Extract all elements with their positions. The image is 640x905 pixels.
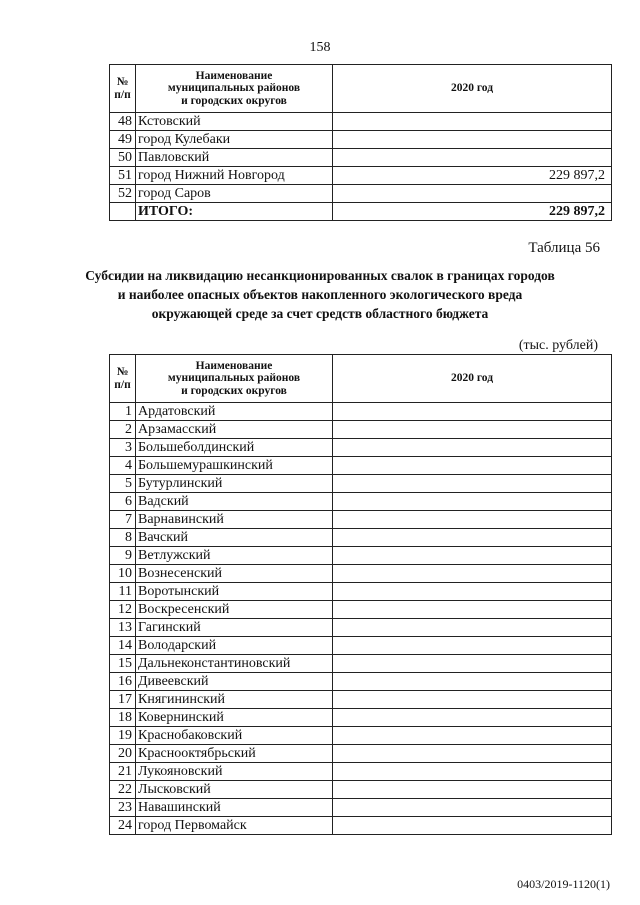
row-number: 49 (110, 131, 136, 149)
row-name: Бутурлинский (136, 475, 333, 493)
row-name: Кстовский (136, 113, 333, 131)
row-number: 19 (110, 727, 136, 745)
table-title: Субсидии на ликвидацию несанкционированных свалок в границах городов и наиболее опасных объектов накопленного экологического вреда окружающей среде за счет средств областного бюджета (85, 268, 555, 321)
row-number: 17 (110, 691, 136, 709)
row-number: 18 (110, 709, 136, 727)
row-name: Варнавинский (136, 511, 333, 529)
row-number: 22 (110, 781, 136, 799)
row-value (333, 421, 612, 439)
table-row (110, 113, 612, 131)
table-row (110, 439, 612, 457)
table-row (110, 547, 612, 565)
row-name: Вознесенский (136, 565, 333, 583)
row-value (333, 691, 612, 709)
table-row (110, 457, 612, 475)
table-row (110, 167, 612, 185)
row-value (333, 457, 612, 475)
table-row (110, 727, 612, 745)
row-name: Дивеевский (136, 673, 333, 691)
row-number: 5 (110, 475, 136, 493)
header-num: № п/п (110, 355, 136, 403)
row-value (333, 149, 612, 167)
row-value (333, 655, 612, 673)
table-header-row (110, 355, 612, 403)
table-1 (109, 64, 612, 221)
row-value (333, 781, 612, 799)
table-row (110, 799, 612, 817)
table-row (110, 763, 612, 781)
row-number: 23 (110, 799, 136, 817)
table-row (110, 637, 612, 655)
row-name: Навашинский (136, 799, 333, 817)
row-name: Вачский (136, 529, 333, 547)
document-code: 0403/2019-1120(1) (517, 877, 610, 891)
row-name: Лысковский (136, 781, 333, 799)
row-value (333, 583, 612, 601)
row-name: Ардатовский (136, 403, 333, 421)
row-name: Краснооктябрьский (136, 745, 333, 763)
row-name: Воскресенский (136, 601, 333, 619)
row-name: Павловский (136, 149, 333, 167)
row-value (333, 745, 612, 763)
table-row (110, 493, 612, 511)
header-year: 2020 год (333, 65, 612, 113)
table-row (110, 817, 612, 835)
row-number: 24 (110, 817, 136, 835)
row-value (333, 439, 612, 457)
row-value (333, 727, 612, 745)
table-row (110, 655, 612, 673)
row-number: 51 (110, 167, 136, 185)
row-value (333, 475, 612, 493)
row-number: 21 (110, 763, 136, 781)
header-name: Наименование муниципальных районов и городских округов (136, 65, 333, 113)
row-name: Ветлужский (136, 547, 333, 565)
row-number: 8 (110, 529, 136, 547)
row-value: 229 897,2 (333, 167, 612, 185)
page-number: 158 (309, 40, 331, 55)
row-value (333, 113, 612, 131)
row-name: Большемурашкинский (136, 457, 333, 475)
table-header-row (110, 65, 612, 113)
row-value (333, 493, 612, 511)
table-caption: Таблица 56 (528, 240, 600, 256)
row-value (333, 131, 612, 149)
row-value (333, 601, 612, 619)
row-value (333, 673, 612, 691)
table-row (110, 745, 612, 763)
row-number: 10 (110, 565, 136, 583)
row-value (333, 547, 612, 565)
total-num-cell (110, 203, 136, 221)
header-num: № п/п (110, 65, 136, 113)
table-row (110, 149, 612, 167)
row-number: 13 (110, 619, 136, 637)
row-name: Дальнеконстантиновский (136, 655, 333, 673)
table-row (110, 421, 612, 439)
header-name: Наименование муниципальных районов и городских округов (136, 355, 333, 403)
row-value (333, 565, 612, 583)
total-row (110, 203, 612, 221)
table-row (110, 583, 612, 601)
row-number: 7 (110, 511, 136, 529)
row-value (333, 403, 612, 421)
row-name: Лукояновский (136, 763, 333, 781)
total-value: 229 897,2 (333, 203, 612, 221)
row-value (333, 637, 612, 655)
row-value (333, 185, 612, 203)
table-row (110, 403, 612, 421)
row-number: 12 (110, 601, 136, 619)
row-name: Краснобаковский (136, 727, 333, 745)
row-value (333, 709, 612, 727)
table-row (110, 565, 612, 583)
row-number: 1 (110, 403, 136, 421)
row-number: 3 (110, 439, 136, 457)
header-year: 2020 год (333, 355, 612, 403)
row-name: Гагинский (136, 619, 333, 637)
row-number: 20 (110, 745, 136, 763)
row-number: 4 (110, 457, 136, 475)
row-value (333, 529, 612, 547)
table-row (110, 709, 612, 727)
table-row (110, 691, 612, 709)
row-name: город Первомайск (136, 817, 333, 835)
row-number: 9 (110, 547, 136, 565)
row-number: 6 (110, 493, 136, 511)
row-name: Ковернинский (136, 709, 333, 727)
row-number: 15 (110, 655, 136, 673)
table-2 (109, 354, 612, 835)
row-number: 16 (110, 673, 136, 691)
row-name: Большеболдинский (136, 439, 333, 457)
row-number: 48 (110, 113, 136, 131)
row-name: Княгининский (136, 691, 333, 709)
row-number: 52 (110, 185, 136, 203)
row-value (333, 763, 612, 781)
row-number: 11 (110, 583, 136, 601)
table-row (110, 619, 612, 637)
units-label: (тыс. рублей) (518, 338, 598, 353)
row-value (333, 799, 612, 817)
row-value (333, 619, 612, 637)
row-name: город Саров (136, 185, 333, 203)
table-row (110, 475, 612, 493)
row-number: 14 (110, 637, 136, 655)
table-row (110, 673, 612, 691)
table-row (110, 511, 612, 529)
row-number: 50 (110, 149, 136, 167)
table-row (110, 185, 612, 203)
row-name: город Кулебаки (136, 131, 333, 149)
row-name: Воротынский (136, 583, 333, 601)
table-row (110, 529, 612, 547)
row-name: Арзамасский (136, 421, 333, 439)
row-number: 2 (110, 421, 136, 439)
table-row (110, 601, 612, 619)
row-value (333, 511, 612, 529)
row-name: Володарский (136, 637, 333, 655)
row-name: Вадский (136, 493, 333, 511)
table-row (110, 781, 612, 799)
total-label: ИТОГО: (136, 203, 333, 221)
table-row (110, 131, 612, 149)
row-name: город Нижний Новгород (136, 167, 333, 185)
row-value (333, 817, 612, 835)
